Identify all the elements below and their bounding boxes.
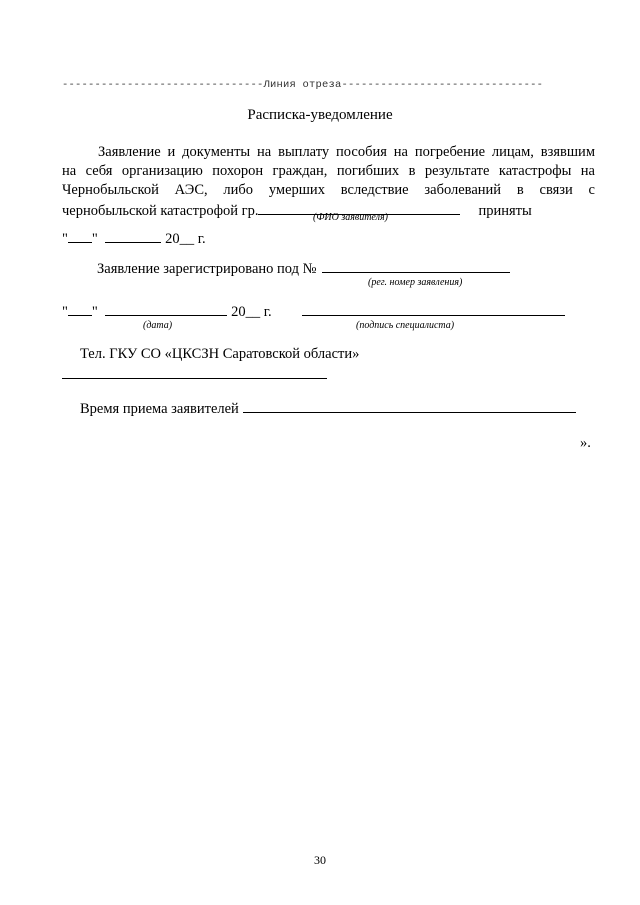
date-1-quote-open: "	[62, 231, 68, 247]
signature-hint: (подпись специалиста)	[356, 320, 455, 331]
reception-label: Время приема заявителей	[80, 401, 239, 417]
phone-field[interactable]	[62, 365, 327, 379]
registration-line	[97, 259, 510, 278]
paragraph-line-3: Чернобыльской АЭС, либо умерших вследствие заболеваний в связи с	[62, 182, 595, 199]
date-2-quote-open: "	[62, 304, 68, 320]
registration-number-hint: (рег. номер заявления)	[368, 277, 463, 288]
phone-label: Тел. ГКУ СО «ЦКСЗН Саратовской области»	[80, 346, 360, 362]
cut-line: -------------------------------Линия отреза-------------------------------	[62, 79, 544, 91]
registration-label: Заявление зарегистрировано под №	[97, 261, 317, 277]
closing-mark: ».	[580, 435, 591, 451]
date-hint: (дата)	[143, 320, 173, 331]
date-line-1	[62, 229, 206, 248]
date-1-year: 20__ г.	[165, 231, 206, 247]
paragraph-line-2: на себя организацию похорон граждан, погибших в результате катастрофы на	[62, 163, 595, 180]
page-number: 30	[314, 853, 326, 867]
signature-wrapper	[302, 302, 565, 321]
paragraph-line-4-suffix: приняты	[478, 202, 532, 219]
date-2-month-field[interactable]	[105, 302, 227, 316]
date-2-quote-close: "	[91, 304, 98, 320]
date-1-quote-close: "	[91, 231, 98, 247]
date-2-day-field[interactable]	[68, 302, 92, 316]
paragraph-line-4-prefix: чернобыльской катастрофой гр.	[62, 202, 259, 219]
reception-line	[80, 399, 576, 418]
date-2-year: 20__ г.	[231, 304, 272, 320]
registration-number-field[interactable]	[322, 259, 510, 273]
date-line-2	[62, 302, 272, 321]
date-1-month-field[interactable]	[105, 229, 161, 243]
specialist-signature-field[interactable]	[302, 302, 565, 316]
paragraph-line-1: Заявление и документы на выплату пособия на погребение лицам, взявшим	[98, 144, 595, 160]
phone-wrapper	[62, 365, 327, 384]
applicant-name-hint: (ФИО заявителя)	[313, 212, 388, 223]
document-title: Расписка-уведомление	[247, 107, 393, 123]
statement-paragraph	[62, 143, 595, 221]
date-1-day-field[interactable]	[68, 229, 92, 243]
reception-time-field[interactable]	[243, 399, 576, 413]
